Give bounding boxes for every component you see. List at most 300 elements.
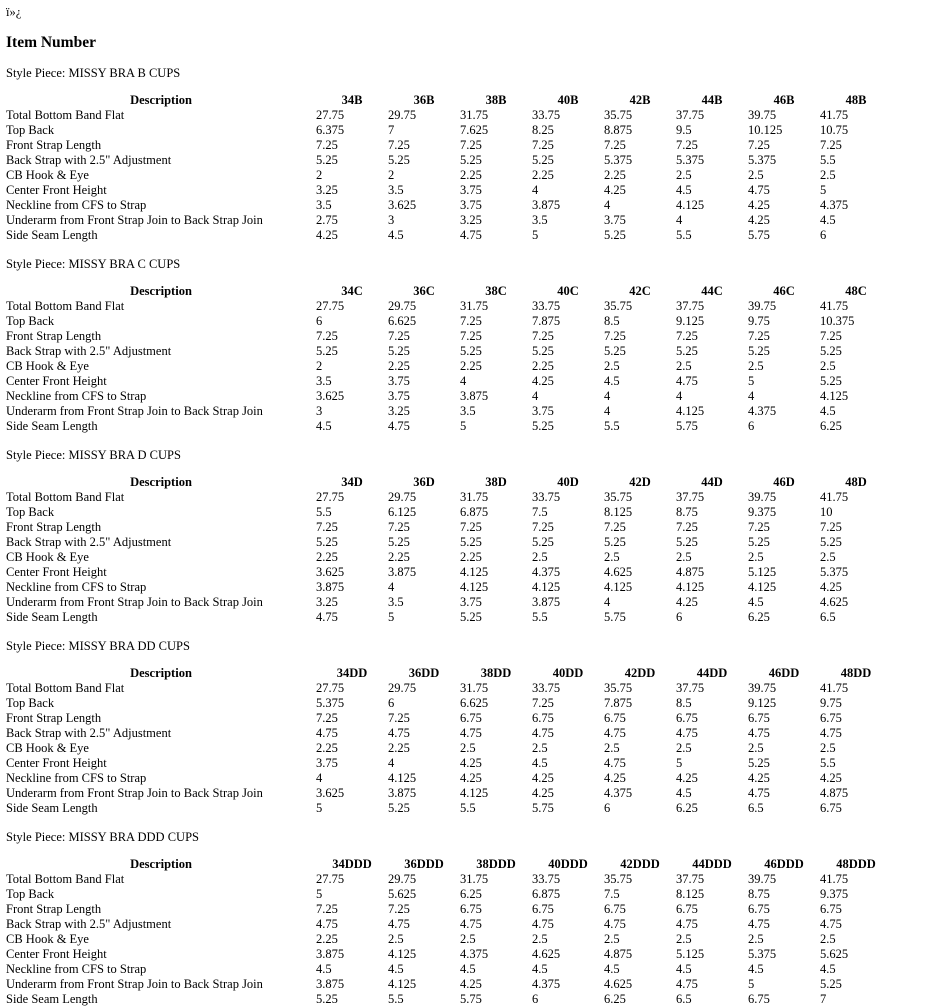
measurement-value: 3.5: [316, 198, 332, 212]
size-chart-table: [6, 93, 892, 243]
measurement-value: 9.5: [676, 123, 692, 137]
measurement-value: 3.625: [316, 389, 345, 403]
measurement-value: 5.25: [748, 344, 770, 358]
measurement-value: 7.25: [748, 329, 770, 343]
measurement-label: CB Hook & Eye: [6, 168, 89, 182]
measurement-value: 4.75: [748, 786, 770, 800]
measurement-value: 2.25: [388, 550, 410, 564]
measurement-row: [6, 374, 892, 389]
measurement-value: 29.75: [388, 681, 417, 695]
measurement-value: 5.375: [316, 696, 345, 710]
measurement-value: 6: [820, 228, 827, 242]
measurement-label: Center Front Height: [6, 183, 107, 197]
measurement-value: 3.75: [460, 198, 482, 212]
size-column-header: 46D: [773, 475, 795, 489]
measurement-value: 4.75: [748, 183, 770, 197]
measurement-value: 6: [748, 419, 755, 433]
measurement-label: Neckline from CFS to Strap: [6, 198, 147, 212]
measurement-label: Center Front Height: [6, 565, 107, 579]
measurement-row: [6, 580, 892, 595]
measurement-value: 37.75: [676, 299, 705, 313]
size-column-header: 44DDD: [692, 857, 732, 871]
measurement-value: 7.25: [316, 329, 338, 343]
size-chart-table: [6, 666, 892, 816]
measurement-value: 4.75: [604, 917, 626, 931]
measurement-value: 27.75: [316, 681, 345, 695]
measurement-value: 4.5: [316, 419, 332, 433]
measurement-value: 2.5: [604, 741, 620, 755]
measurement-value: 4.5: [676, 962, 692, 976]
measurement-value: 4.75: [604, 726, 626, 740]
measurement-value: 27.75: [316, 299, 345, 313]
measurement-value: 4.75: [676, 726, 698, 740]
measurement-row: [6, 183, 892, 198]
measurement-value: 5.75: [532, 801, 554, 815]
measurement-value: 6.75: [820, 711, 842, 725]
measurement-value: 8.125: [604, 505, 633, 519]
measurement-value: 3.625: [316, 786, 345, 800]
measurement-value: 4.125: [532, 580, 561, 594]
measurement-value: 4: [604, 595, 611, 609]
measurement-label: Neckline from CFS to Strap: [6, 389, 147, 403]
measurement-value: 4.5: [388, 228, 404, 242]
size-column-header: 34DD: [336, 666, 368, 680]
measurement-value: 2.25: [460, 550, 482, 564]
measurement-value: 5.5: [820, 153, 836, 167]
measurement-value: 5.25: [388, 535, 410, 549]
measurement-value: 2.25: [532, 359, 554, 373]
measurement-value: 2: [316, 168, 323, 182]
measurement-value: 4.125: [676, 580, 705, 594]
measurement-value: 2.25: [316, 932, 338, 946]
measurement-value: 29.75: [388, 108, 417, 122]
measurement-value: 4.5: [676, 786, 692, 800]
measurement-value: 5.5: [460, 801, 476, 815]
measurement-value: 4.75: [316, 917, 338, 931]
measurement-value: 4.75: [460, 228, 482, 242]
measurement-value: 5: [676, 756, 683, 770]
measurement-value: 4.125: [820, 389, 849, 403]
measurement-label: Front Strap Length: [6, 902, 102, 916]
size-column-header: 42C: [629, 284, 651, 298]
measurement-value: 3.25: [388, 404, 410, 418]
measurement-value: 7.25: [388, 902, 410, 916]
style-piece-label: Style Piece: MISSY BRA B CUPS: [6, 66, 181, 80]
measurement-value: 4.875: [604, 947, 633, 961]
measurement-value: 7: [388, 123, 395, 137]
measurement-value: 5.5: [316, 505, 332, 519]
size-column-header: 36C: [413, 284, 435, 298]
measurement-value: 3.25: [460, 213, 482, 227]
measurement-row: [6, 786, 892, 801]
measurement-value: 6: [388, 696, 395, 710]
measurement-value: 4.5: [604, 962, 620, 976]
measurement-value: 7.25: [460, 520, 482, 534]
measurement-label: Front Strap Length: [6, 329, 102, 343]
measurement-value: 4.25: [676, 595, 698, 609]
measurement-value: 5.375: [820, 565, 849, 579]
size-column-header: 34C: [341, 284, 363, 298]
measurement-value: 4.25: [532, 374, 554, 388]
measurement-value: 9.375: [748, 505, 777, 519]
measurement-row: [6, 344, 892, 359]
measurement-value: 6.75: [820, 902, 842, 916]
measurement-label: Underarm from Front Strap Join to Back Strap Join: [6, 404, 263, 418]
measurement-value: 3: [388, 213, 395, 227]
measurement-row: [6, 299, 892, 314]
measurement-value: 3.875: [316, 947, 345, 961]
measurement-value: 4.5: [460, 962, 476, 976]
size-column-header: 34D: [341, 475, 363, 489]
measurement-value: 5.25: [532, 153, 554, 167]
measurement-value: 2.5: [676, 932, 692, 946]
measurement-value: 5.125: [748, 565, 777, 579]
measurement-row: [6, 535, 892, 550]
measurement-value: 6.25: [604, 992, 626, 1006]
measurement-row: [6, 595, 892, 610]
measurement-value: 2.25: [316, 741, 338, 755]
measurement-value: 2.5: [532, 932, 548, 946]
size-column-header: 48D: [845, 475, 867, 489]
size-column-header: 44DD: [696, 666, 728, 680]
measurement-value: 6.25: [820, 419, 842, 433]
measurement-value: 8.75: [676, 505, 698, 519]
size-chart-table: [6, 857, 892, 1007]
measurement-value: 3.75: [316, 756, 338, 770]
measurement-value: 5.25: [820, 374, 842, 388]
measurement-value: 4: [316, 771, 323, 785]
measurement-value: 4.25: [820, 771, 842, 785]
size-column-header: 42B: [629, 93, 651, 107]
measurement-row: [6, 228, 892, 243]
measurement-value: 4.125: [604, 580, 633, 594]
measurement-value: 31.75: [460, 872, 489, 886]
measurement-value: 5.25: [388, 801, 410, 815]
measurement-label: Top Back: [6, 696, 55, 710]
measurement-value: 3.875: [532, 198, 561, 212]
measurement-value: 3.5: [316, 374, 332, 388]
measurement-value: 5.25: [820, 344, 842, 358]
measurement-value: 5.25: [820, 977, 842, 991]
measurement-value: 7.625: [460, 123, 489, 137]
description-column-header: Description: [130, 284, 192, 298]
measurement-value: 2: [316, 359, 323, 373]
measurement-value: 3.25: [316, 183, 338, 197]
measurement-value: 3.875: [388, 786, 417, 800]
description-column-header: Description: [130, 857, 192, 871]
measurement-value: 4: [532, 183, 539, 197]
measurement-value: 5: [748, 977, 755, 991]
measurement-value: 2.5: [532, 550, 548, 564]
measurement-value: 3.75: [460, 183, 482, 197]
size-chart-section: [6, 448, 946, 625]
measurement-label: CB Hook & Eye: [6, 550, 89, 564]
measurement-value: 9.75: [820, 696, 842, 710]
measurement-label: Underarm from Front Strap Join to Back Strap Join: [6, 213, 263, 227]
size-column-header: 38B: [485, 93, 507, 107]
measurement-value: 7.5: [604, 887, 620, 901]
measurement-value: 4.125: [388, 947, 417, 961]
measurement-value: 5.25: [316, 535, 338, 549]
measurement-row: [6, 962, 892, 977]
measurement-value: 7.25: [820, 329, 842, 343]
measurement-value: 10.75: [820, 123, 849, 137]
measurement-value: 4.125: [388, 771, 417, 785]
measurement-row: [6, 741, 892, 756]
measurement-value: 6.75: [748, 711, 770, 725]
measurement-value: 4.625: [604, 977, 633, 991]
measurement-value: 5.375: [604, 153, 633, 167]
measurement-value: 35.75: [604, 299, 633, 313]
measurement-value: 33.75: [532, 108, 561, 122]
measurement-row: [6, 711, 892, 726]
measurement-label: Top Back: [6, 887, 55, 901]
measurement-value: 6.875: [532, 887, 561, 901]
table-header-row: [6, 475, 892, 490]
measurement-value: 4.125: [460, 580, 489, 594]
measurement-value: 6.125: [388, 505, 417, 519]
measurement-row: [6, 696, 892, 711]
bom-artifact-text: ï»¿: [6, 5, 22, 19]
measurement-value: 39.75: [748, 681, 777, 695]
measurement-value: 31.75: [460, 681, 489, 695]
size-column-header: 48DDD: [836, 857, 876, 871]
size-column-header: 46DD: [768, 666, 800, 680]
measurement-row: [6, 917, 892, 932]
measurement-value: 4.125: [388, 977, 417, 991]
measurement-value: 9.75: [748, 314, 770, 328]
measurement-value: 5.25: [532, 535, 554, 549]
measurement-row: [6, 329, 892, 344]
measurement-value: 2.5: [604, 550, 620, 564]
measurement-value: 5.125: [676, 947, 705, 961]
measurement-value: 4.25: [316, 228, 338, 242]
measurement-value: 41.75: [820, 872, 849, 886]
measurement-value: 5.5: [604, 419, 620, 433]
measurement-value: 3.5: [460, 404, 476, 418]
measurement-row: [6, 771, 892, 786]
measurement-row: [6, 123, 892, 138]
measurement-value: 7.25: [316, 902, 338, 916]
measurement-value: 5.75: [604, 610, 626, 624]
measurement-value: 4.5: [316, 962, 332, 976]
measurement-value: 4.5: [532, 962, 548, 976]
measurement-value: 3.875: [460, 389, 489, 403]
measurement-label: Underarm from Front Strap Join to Back Strap Join: [6, 786, 263, 800]
measurement-value: 4: [388, 756, 395, 770]
measurement-value: 41.75: [820, 108, 849, 122]
size-column-header: 42DD: [624, 666, 656, 680]
measurement-value: 3.875: [388, 565, 417, 579]
size-column-header: 42DDD: [620, 857, 660, 871]
measurement-row: [6, 801, 892, 816]
size-column-header: 34B: [341, 93, 363, 107]
measurement-label: Total Bottom Band Flat: [6, 490, 125, 504]
description-column-header: Description: [130, 93, 192, 107]
measurement-value: 6.25: [748, 610, 770, 624]
measurement-value: 6: [676, 610, 683, 624]
measurement-row: [6, 726, 892, 741]
measurement-value: 5.25: [460, 344, 482, 358]
measurement-row: [6, 902, 892, 917]
measurement-value: 7.25: [604, 329, 626, 343]
measurement-value: 7.25: [532, 138, 554, 152]
size-column-header: 36D: [413, 475, 435, 489]
size-column-header: 42D: [629, 475, 651, 489]
measurement-value: 5.25: [388, 344, 410, 358]
size-chart-section: [6, 66, 946, 243]
measurement-value: 31.75: [460, 108, 489, 122]
measurement-value: 37.75: [676, 872, 705, 886]
measurement-value: 6.75: [460, 711, 482, 725]
measurement-value: 6.25: [460, 887, 482, 901]
measurement-value: 5.375: [748, 153, 777, 167]
measurement-value: 4.75: [460, 917, 482, 931]
measurement-value: 2.5: [604, 359, 620, 373]
measurement-value: 37.75: [676, 108, 705, 122]
measurement-value: 10.125: [748, 123, 783, 137]
measurement-value: 6.75: [604, 902, 626, 916]
measurement-value: 4.375: [460, 947, 489, 961]
description-column-header: Description: [130, 475, 192, 489]
measurement-value: 2.5: [748, 168, 764, 182]
measurement-value: 33.75: [532, 299, 561, 313]
measurement-row: [6, 108, 892, 123]
measurement-value: 5.25: [820, 535, 842, 549]
measurement-label: CB Hook & Eye: [6, 359, 89, 373]
measurement-value: 5.625: [820, 947, 849, 961]
measurement-value: 5: [316, 887, 323, 901]
measurement-label: Top Back: [6, 505, 55, 519]
measurement-value: 35.75: [604, 108, 633, 122]
size-column-header: 40B: [557, 93, 579, 107]
measurement-value: 4.75: [676, 977, 698, 991]
measurement-value: 7.25: [532, 329, 554, 343]
measurement-value: 4.25: [532, 771, 554, 785]
measurement-row: [6, 490, 892, 505]
measurement-value: 5.75: [748, 228, 770, 242]
measurement-value: 6.75: [676, 902, 698, 916]
size-chart-section: [6, 830, 946, 1007]
measurement-value: 5.25: [532, 419, 554, 433]
measurement-value: 8.25: [532, 123, 554, 137]
measurement-value: 4.75: [820, 917, 842, 931]
measurement-value: 5.75: [676, 419, 698, 433]
measurement-label: Top Back: [6, 123, 55, 137]
measurement-value: 4: [604, 404, 611, 418]
measurement-value: 7.25: [316, 138, 338, 152]
measurement-value: 5.25: [460, 153, 482, 167]
measurement-value: 2.75: [316, 213, 338, 227]
measurement-label: Back Strap with 2.5" Adjustment: [6, 726, 172, 740]
measurement-value: 4.5: [820, 404, 836, 418]
measurement-value: 2.25: [604, 168, 626, 182]
measurement-value: 3.75: [388, 374, 410, 388]
measurement-value: 3.75: [532, 404, 554, 418]
table-header-row: [6, 93, 892, 108]
measurement-value: 4.375: [748, 404, 777, 418]
measurement-value: 4.5: [748, 962, 764, 976]
measurement-value: 5.25: [388, 153, 410, 167]
measurement-value: 4.5: [604, 374, 620, 388]
measurement-value: 6.75: [532, 711, 554, 725]
size-column-header: 46C: [773, 284, 795, 298]
size-column-header: 40DD: [552, 666, 584, 680]
measurement-value: 4.375: [532, 565, 561, 579]
measurement-value: 6.5: [676, 992, 692, 1006]
measurement-label: CB Hook & Eye: [6, 741, 89, 755]
measurement-value: 39.75: [748, 299, 777, 313]
measurement-value: 5.25: [748, 756, 770, 770]
measurement-value: 2.5: [820, 168, 836, 182]
measurement-label: Front Strap Length: [6, 138, 102, 152]
measurement-value: 2.5: [676, 741, 692, 755]
measurement-value: 6.75: [748, 902, 770, 916]
measurement-label: Back Strap with 2.5" Adjustment: [6, 535, 172, 549]
measurement-value: 8.125: [676, 887, 705, 901]
size-column-header: 40DDD: [548, 857, 588, 871]
measurement-label: Center Front Height: [6, 947, 107, 961]
measurement-value: 4.25: [676, 771, 698, 785]
measurement-value: 27.75: [316, 872, 345, 886]
measurement-value: 4.125: [676, 198, 705, 212]
size-chart-table: [6, 475, 892, 625]
measurement-value: 4.5: [820, 962, 836, 976]
measurement-value: 4.5: [388, 962, 404, 976]
measurement-value: 3.875: [316, 977, 345, 991]
measurement-value: 2.5: [676, 359, 692, 373]
measurement-value: 4: [532, 389, 539, 403]
measurement-value: 4.625: [532, 947, 561, 961]
measurement-value: 33.75: [532, 872, 561, 886]
measurement-value: 8.875: [604, 123, 633, 137]
measurement-value: 2.5: [820, 550, 836, 564]
measurement-value: 4.25: [748, 771, 770, 785]
size-column-header: 48C: [845, 284, 867, 298]
measurement-value: 4.75: [604, 756, 626, 770]
size-column-header: 34DDD: [332, 857, 372, 871]
measurement-value: 3.75: [460, 595, 482, 609]
measurement-value: 4.75: [748, 726, 770, 740]
measurement-value: 2.5: [604, 932, 620, 946]
measurement-value: 5.5: [676, 228, 692, 242]
measurement-row: [6, 314, 892, 329]
size-chart-section: [6, 639, 946, 816]
measurement-label: Underarm from Front Strap Join to Back Strap Join: [6, 595, 263, 609]
measurement-value: 4.25: [820, 580, 842, 594]
measurement-value: 4: [748, 389, 755, 403]
measurement-value: 4.75: [460, 726, 482, 740]
measurement-label: Side Seam Length: [6, 992, 98, 1006]
measurement-value: 6.5: [748, 801, 764, 815]
measurement-value: 41.75: [820, 490, 849, 504]
measurement-value: 27.75: [316, 490, 345, 504]
measurement-value: 31.75: [460, 490, 489, 504]
measurement-value: 10: [820, 505, 833, 519]
measurement-label: Side Seam Length: [6, 419, 98, 433]
measurement-value: 5.25: [532, 344, 554, 358]
measurement-value: 6.75: [604, 711, 626, 725]
measurement-value: 5.5: [532, 610, 548, 624]
measurement-value: 4.125: [460, 786, 489, 800]
measurement-row: [6, 153, 892, 168]
measurement-value: 6: [532, 992, 539, 1006]
measurement-row: [6, 565, 892, 580]
size-column-header: 44D: [701, 475, 723, 489]
measurement-label: Center Front Height: [6, 374, 107, 388]
measurement-label: Back Strap with 2.5" Adjustment: [6, 344, 172, 358]
measurement-row: [6, 168, 892, 183]
